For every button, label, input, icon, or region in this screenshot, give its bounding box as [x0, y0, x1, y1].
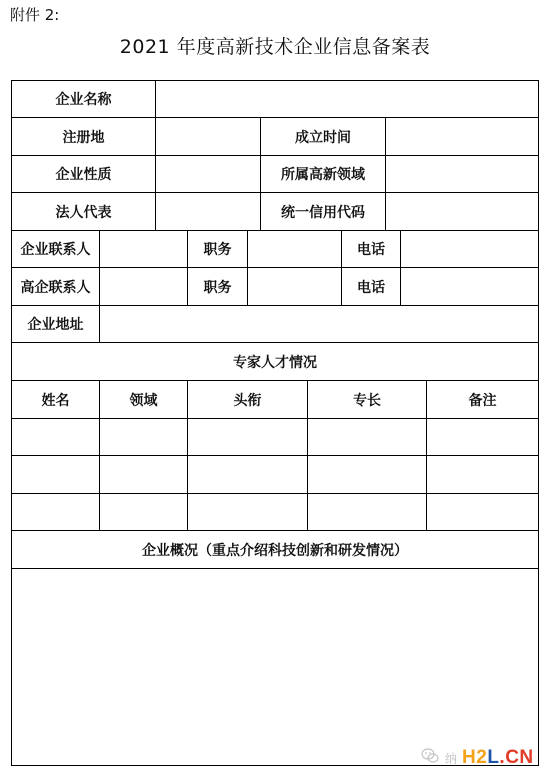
expert-cell[interactable]	[188, 494, 307, 530]
expert-cell[interactable]	[12, 419, 99, 455]
expert-cell[interactable]	[100, 419, 187, 455]
hitech-contact-phone-label: 电话	[357, 279, 385, 296]
expert-cell[interactable]	[308, 419, 426, 455]
expert-cell[interactable]	[100, 456, 187, 493]
contact-title-field[interactable]	[248, 231, 341, 267]
company-type-label: 企业性质	[55, 167, 112, 183]
h2l-logo	[462, 747, 534, 769]
contact-label: 企业联系人	[20, 242, 91, 258]
company-name-field[interactable]	[156, 81, 538, 117]
expert-cell[interactable]	[188, 456, 307, 493]
expert-cell[interactable]	[12, 456, 99, 493]
credit-code-field[interactable]	[386, 193, 538, 230]
watermark	[421, 746, 534, 770]
experts-section-title: 专家人才情况	[233, 354, 317, 371]
hitech-contact-title-label: 职务	[203, 279, 232, 296]
hitech-contact-title-field[interactable]	[248, 268, 341, 305]
contact-phone-label: 电话	[357, 242, 385, 258]
logo-cn: .CN	[499, 747, 534, 768]
contact-phone-field[interactable]	[401, 231, 538, 267]
wechat-icon	[421, 748, 439, 768]
watermark-text: 纳	[445, 751, 459, 766]
expert-cell[interactable]	[12, 494, 99, 530]
company-type-field[interactable]	[156, 156, 260, 192]
hitech-field-field[interactable]	[386, 156, 538, 192]
address-label: 企业地址	[27, 317, 84, 333]
expert-cell[interactable]	[427, 494, 538, 530]
expert-col-field: 领域	[129, 392, 158, 409]
hitech-contact-phone-field[interactable]	[401, 268, 538, 305]
hitech-contact-label: 高企联系人	[20, 279, 91, 296]
reg-address-field[interactable]	[156, 118, 260, 155]
logo-l: L	[487, 747, 500, 768]
credit-code-label: 统一信用代码	[281, 204, 365, 221]
logo-h2: H2	[462, 747, 488, 768]
expert-cell[interactable]	[308, 494, 426, 530]
expert-col-name: 姓名	[41, 392, 70, 409]
address-field[interactable]	[100, 306, 538, 342]
overview-section-title: 企业概况（重点介绍科技创新和研发情况）	[142, 542, 408, 559]
expert-cell[interactable]	[188, 419, 307, 455]
hitech-field-label: 所属高新领域	[281, 167, 365, 183]
border-line	[538, 80, 539, 766]
expert-cell[interactable]	[427, 456, 538, 493]
expert-cell[interactable]	[427, 419, 538, 455]
expert-col-title: 头衔	[233, 392, 262, 409]
legal-rep-label: 法人代表	[55, 204, 112, 221]
expert-cell[interactable]	[308, 456, 426, 493]
attachment-label: 附件 2:	[10, 6, 60, 24]
contact-title-label: 职务	[203, 242, 232, 258]
legal-rep-field[interactable]	[156, 193, 260, 230]
reg-address-label: 注册地	[62, 129, 105, 146]
expert-cell[interactable]	[100, 494, 187, 530]
contact-name-field[interactable]	[100, 231, 187, 267]
established-date-label: 成立时间	[295, 129, 351, 146]
established-date-field[interactable]	[386, 118, 538, 155]
overview-field[interactable]	[12, 569, 538, 765]
company-name-label: 企业名称	[55, 92, 112, 108]
form-title: 2021 年度高新技术企业信息备案表	[119, 36, 431, 58]
hitech-contact-name-field[interactable]	[100, 268, 187, 305]
expert-col-remarks: 备注	[468, 392, 497, 409]
expert-col-specialty: 专长	[353, 392, 381, 409]
